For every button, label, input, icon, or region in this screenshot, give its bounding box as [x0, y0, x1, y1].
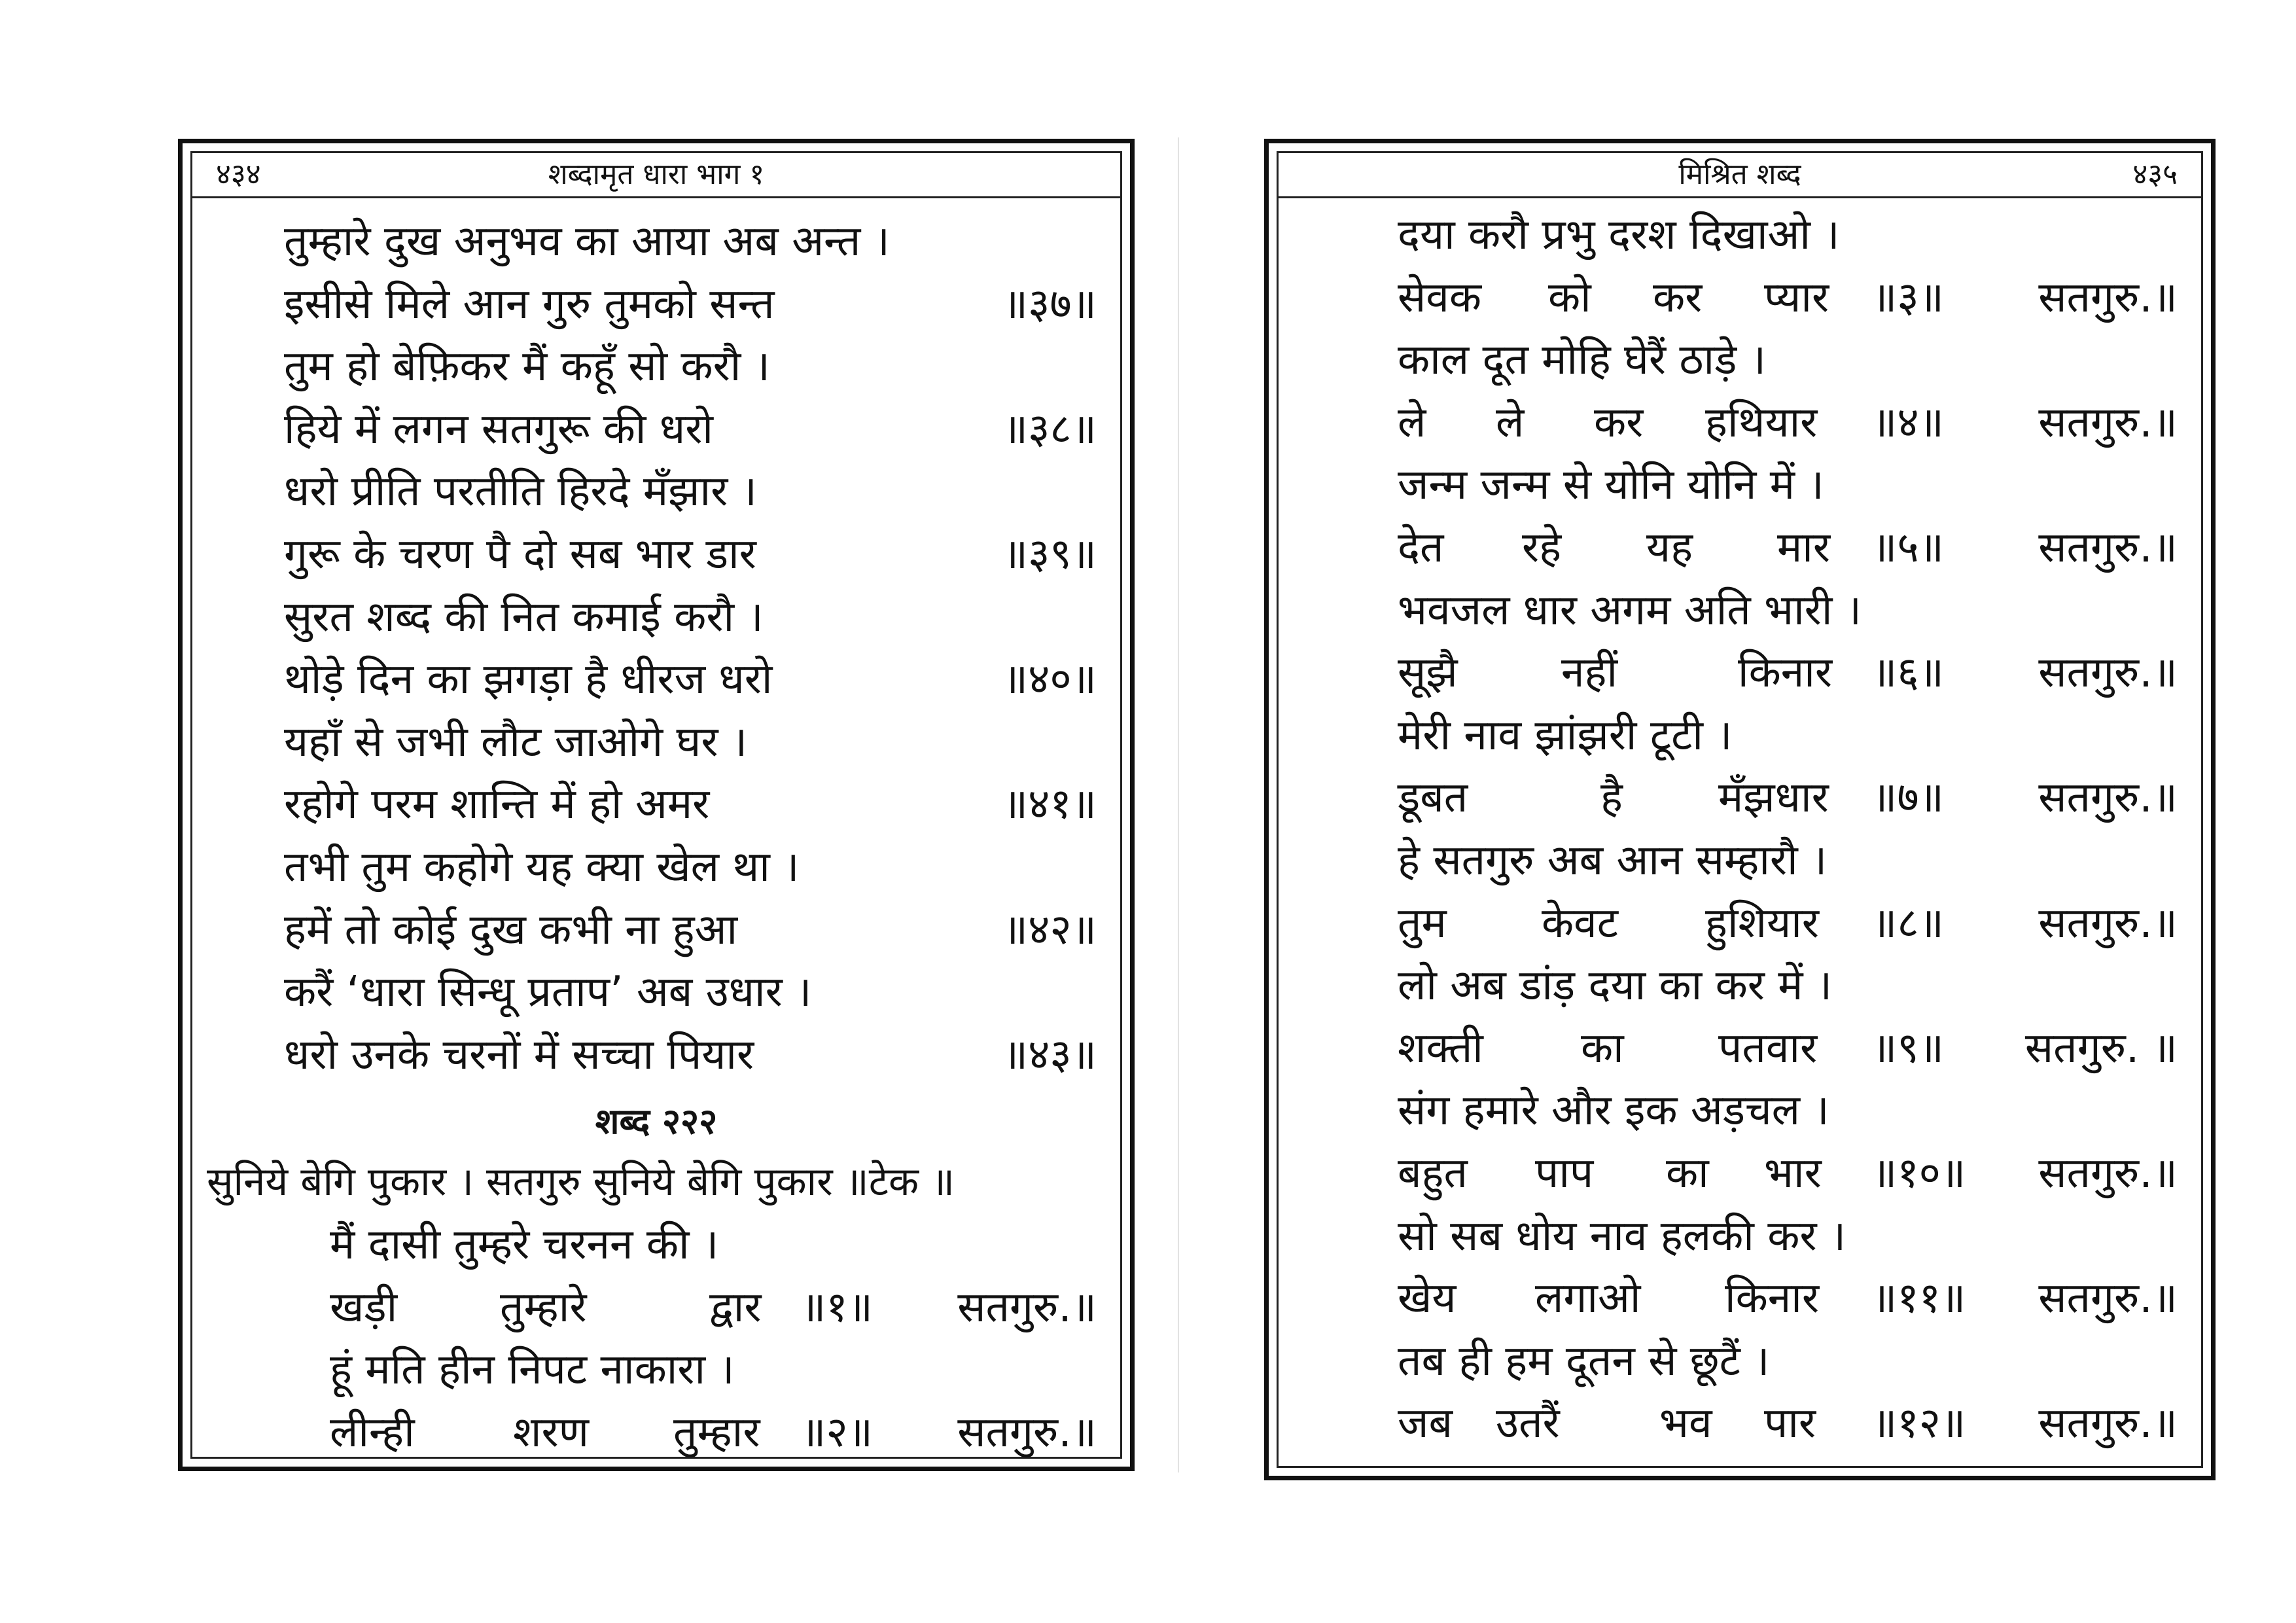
stanza-word: मँझधार	[1718, 774, 1829, 823]
stanza-word: तुम्हारे	[500, 1283, 587, 1332]
stanza-line	[1398, 267, 2178, 330]
refrain-text: सतगुरु.॥	[2038, 774, 2178, 823]
verse-line	[284, 836, 1097, 899]
verse-text: तुम्हारे दुख अनुभव का आया अब अन्त ।	[284, 217, 890, 266]
verse-line	[284, 961, 1097, 1024]
refrain-text: सतगुरु.॥	[2038, 1399, 2178, 1448]
stanza-word: खेय	[1398, 1274, 1457, 1323]
left-page	[178, 139, 1135, 1471]
shabd-heading: शब्द २२२	[595, 1101, 718, 1142]
stanza-word: किनार	[1725, 1274, 1819, 1323]
verse-text: हमें तो कोई दुख कभी ना हुआ	[284, 905, 738, 954]
stanza-line	[330, 1277, 1097, 1340]
verse-number: ॥४२॥	[1002, 905, 1097, 954]
verse-number: ॥४॥	[1872, 398, 1944, 447]
verse-text: धरो प्रीति परतीति हिरदे मँझार ।	[284, 467, 757, 516]
teka-text: सुनिये बेगि पुकार । सतगुरु सुनिये बेगि पुकार ॥टेक ॥	[207, 1159, 955, 1205]
refrain-text: सतगुरु.॥	[2038, 649, 2178, 698]
verse-text: धरो उनके चरनों में सच्चा पियार	[284, 1030, 754, 1079]
stanza-word: किनार	[1738, 649, 1832, 698]
verse-number: ॥१॥	[801, 1283, 873, 1332]
stanza-line	[1398, 580, 2178, 643]
stanza-line	[1398, 1018, 2178, 1080]
stanza-line	[1398, 1205, 2178, 1268]
stanza-word: भव	[1659, 1399, 1712, 1448]
stanza-line	[1398, 1143, 2178, 1205]
stanza-word: का	[1581, 1024, 1624, 1073]
refrain-text: सतगुरु.॥	[957, 1283, 1097, 1332]
verse-number: ॥३९॥	[1002, 529, 1097, 579]
stanza-word: जब	[1398, 1399, 1453, 1448]
verse-text: यहाँ से जभी लौट जाओगे घर ।	[284, 717, 748, 766]
stanza-line	[1398, 1080, 2178, 1143]
stanza-line	[1398, 767, 2178, 830]
stanza-word: शक्ती	[1398, 1024, 1483, 1073]
page-number: ४३४	[216, 158, 261, 191]
stanza-line	[1398, 517, 2178, 580]
left-page-header	[192, 153, 1120, 198]
right-page-frame	[1277, 151, 2203, 1468]
verse-number: ॥३८॥	[1002, 404, 1097, 454]
verse-line	[284, 649, 1097, 711]
stanza-word: द्वार	[709, 1283, 762, 1332]
stanza-text: लो अब डांड़ दया का कर में ।	[1398, 961, 1833, 1010]
stanza-word: तुम	[1398, 899, 1447, 948]
stanza-line	[1398, 893, 2178, 955]
stanza-word: डूबत	[1398, 774, 1468, 823]
stanza-text: काल दूत मोहि घेरैं ठाड़े ।	[1398, 336, 1766, 385]
verse-number: ॥५॥	[1872, 523, 1944, 572]
verse-line	[284, 711, 1097, 774]
left-page-frame	[190, 151, 1122, 1459]
stanza-text: संग हमारे और इक अड़चल ।	[1398, 1086, 1829, 1135]
stanza-line	[1398, 454, 2178, 517]
stanza-word: भार	[1764, 1149, 1822, 1198]
verse-text: सुरत शब्द की नित कमाई करौ ।	[284, 592, 764, 641]
refrain-text: सतगुरु.॥	[2038, 273, 2178, 322]
stanza-line	[330, 1339, 1097, 1402]
stanza-text: मेरी नाव झांझरी टूटी ।	[1398, 711, 1733, 760]
verse-number: ॥१२॥	[1872, 1399, 1966, 1448]
stanza-text: हे सतगुरु अब आन सम्हारौ ।	[1398, 836, 1828, 885]
verse-number: ॥३७॥	[1002, 279, 1097, 329]
verse-number: ॥३॥	[1872, 273, 1944, 322]
verse-number: ॥६॥	[1872, 649, 1944, 698]
stanza-text: दया करौ प्रभु दरश दिखाओ ।	[1398, 211, 1840, 259]
stanza-word: सूझै	[1398, 649, 1458, 698]
stanza-word: नहीं	[1561, 649, 1618, 698]
verse-line	[284, 1024, 1097, 1087]
stanza-word: लगाओ	[1535, 1274, 1641, 1323]
verse-text: इसीसे मिले आन गुरु तुमको सन्त	[284, 279, 775, 329]
stanza-word: यह	[1646, 523, 1693, 572]
stanza-word: हथियार	[1705, 398, 1818, 447]
stanza-text: भवजल धार अगम अति भारी ।	[1398, 586, 1862, 635]
stanza-word: खड़ी	[330, 1283, 398, 1332]
stanza-word: कर	[1594, 398, 1644, 447]
stanza-word: का	[1666, 1149, 1709, 1198]
stanza-word: प्यार	[1764, 273, 1829, 322]
verse-number: ॥२॥	[801, 1408, 873, 1457]
stanza-text: हूं मति हीन निपट नाकारा ।	[330, 1346, 735, 1395]
stanza-text: मैं दासी तुम्हरे चरनन की ।	[330, 1221, 719, 1269]
verse-number: ॥११॥	[1872, 1274, 1966, 1323]
stanza-line	[1398, 705, 2178, 768]
page-fold-shadow	[1178, 137, 1179, 1472]
stanza-line	[1398, 1330, 2178, 1393]
teka-line	[207, 1151, 1107, 1214]
verse-line	[284, 774, 1097, 836]
stanza-word: बहुत	[1398, 1149, 1468, 1198]
stanza-text: तब ही हम दूतन से छूटैं ।	[1398, 1336, 1770, 1385]
verse-line	[284, 336, 1097, 399]
stanza-line	[1398, 329, 2178, 392]
stanza-line	[1398, 204, 2178, 267]
verse-number: ॥४०॥	[1002, 655, 1097, 704]
verse-number: ॥१०॥	[1872, 1149, 1966, 1198]
refrain-text: सतगुरु.॥	[2038, 398, 2178, 447]
stanza-line	[1398, 1393, 2178, 1455]
running-title: शब्दामृत धारा भाग १	[548, 158, 765, 191]
stanza-word: मार	[1777, 523, 1831, 572]
stanza-word: केवट	[1542, 899, 1618, 948]
page-number: ४३५	[2132, 158, 2178, 191]
stanza-word: पाप	[1535, 1149, 1594, 1198]
verse-line	[284, 461, 1097, 524]
verse-line	[284, 586, 1097, 649]
verse-line	[284, 524, 1097, 586]
refrain-text: सतगुरु.॥	[2038, 1149, 2178, 1198]
right-page	[1264, 139, 2216, 1480]
stanza-line	[1398, 1268, 2178, 1330]
verse-text: तभी तुम कहोगे यह क्या खेल था ।	[284, 842, 800, 891]
right-page-header	[1279, 153, 2201, 198]
stanza-word: रहे	[1522, 523, 1562, 572]
refrain-text: सतगुरु.॥	[957, 1408, 1097, 1457]
stanza-word: शरण	[513, 1408, 589, 1457]
stanza-word: ले	[1398, 398, 1426, 447]
stanza-word: पतवार	[1718, 1024, 1818, 1073]
stanza-word: ले	[1496, 398, 1525, 447]
left-stanza-block	[330, 1214, 1097, 1464]
verse-number: ॥४१॥	[1002, 780, 1097, 829]
right-stanza-block	[1398, 204, 2178, 1455]
verse-text: तुम हो बेफ़िकर मैं कहूँ सो करौ ।	[284, 342, 770, 391]
stanza-text: जन्म जन्म से योनि योनि में ।	[1398, 461, 1824, 510]
stanza-word: उतरैं	[1496, 1399, 1560, 1448]
verse-text: गुरू के चरण पै दो सब भार डार	[284, 529, 756, 579]
stanza-line	[1398, 392, 2178, 455]
stanza-word: लीन्ही	[330, 1408, 415, 1457]
refrain-text: सतगुरु.॥	[2038, 1274, 2178, 1323]
verse-text: करैं ‘धारा सिन्धू प्रताप’ अब उधार ।	[284, 968, 812, 1017]
running-title: मिश्रित शब्द	[1678, 158, 1801, 191]
verse-line	[284, 274, 1097, 336]
stanza-line	[330, 1402, 1097, 1465]
verse-text: थोड़े दिन का झगड़ा है धीरज धरो	[284, 655, 773, 704]
stanza-line	[1398, 955, 2178, 1018]
refrain-text: सतगुरु.॥	[2038, 523, 2178, 572]
stanza-word: देत	[1398, 523, 1444, 572]
verse-line	[284, 399, 1097, 461]
stanza-word: है	[1600, 774, 1623, 823]
verse-line	[284, 211, 1097, 274]
stanza-line	[1398, 830, 2178, 893]
stanza-word: कर	[1653, 273, 1703, 322]
stanza-word: तुम्हार	[673, 1408, 760, 1457]
stanza-word: हुशियार	[1705, 899, 1819, 948]
verse-number: ॥४३॥	[1002, 1030, 1097, 1079]
verse-text: हिये में लगन सतगुरू की धरो	[284, 404, 713, 454]
stanza-word: पार	[1764, 1399, 1816, 1448]
stanza-word: सेवक	[1398, 273, 1481, 322]
verse-number: ॥७॥	[1872, 774, 1944, 823]
verse-text: रहोगे परम शान्ति में हो अमर	[284, 780, 710, 829]
stanza-word: को	[1548, 273, 1591, 322]
refrain-text: सतगुरु. ॥	[2024, 1024, 2178, 1073]
left-verse-block	[284, 211, 1097, 1086]
refrain-text: सतगुरु.॥	[2038, 899, 2178, 948]
stanza-text: सो सब धोय नाव हलकी कर ।	[1398, 1211, 1846, 1260]
verse-number: ॥९॥	[1872, 1024, 1944, 1073]
stanza-line	[330, 1214, 1097, 1277]
stanza-line	[1398, 642, 2178, 705]
verse-line	[284, 899, 1097, 962]
verse-number: ॥८॥	[1872, 899, 1944, 948]
teka-block	[207, 1151, 1107, 1214]
